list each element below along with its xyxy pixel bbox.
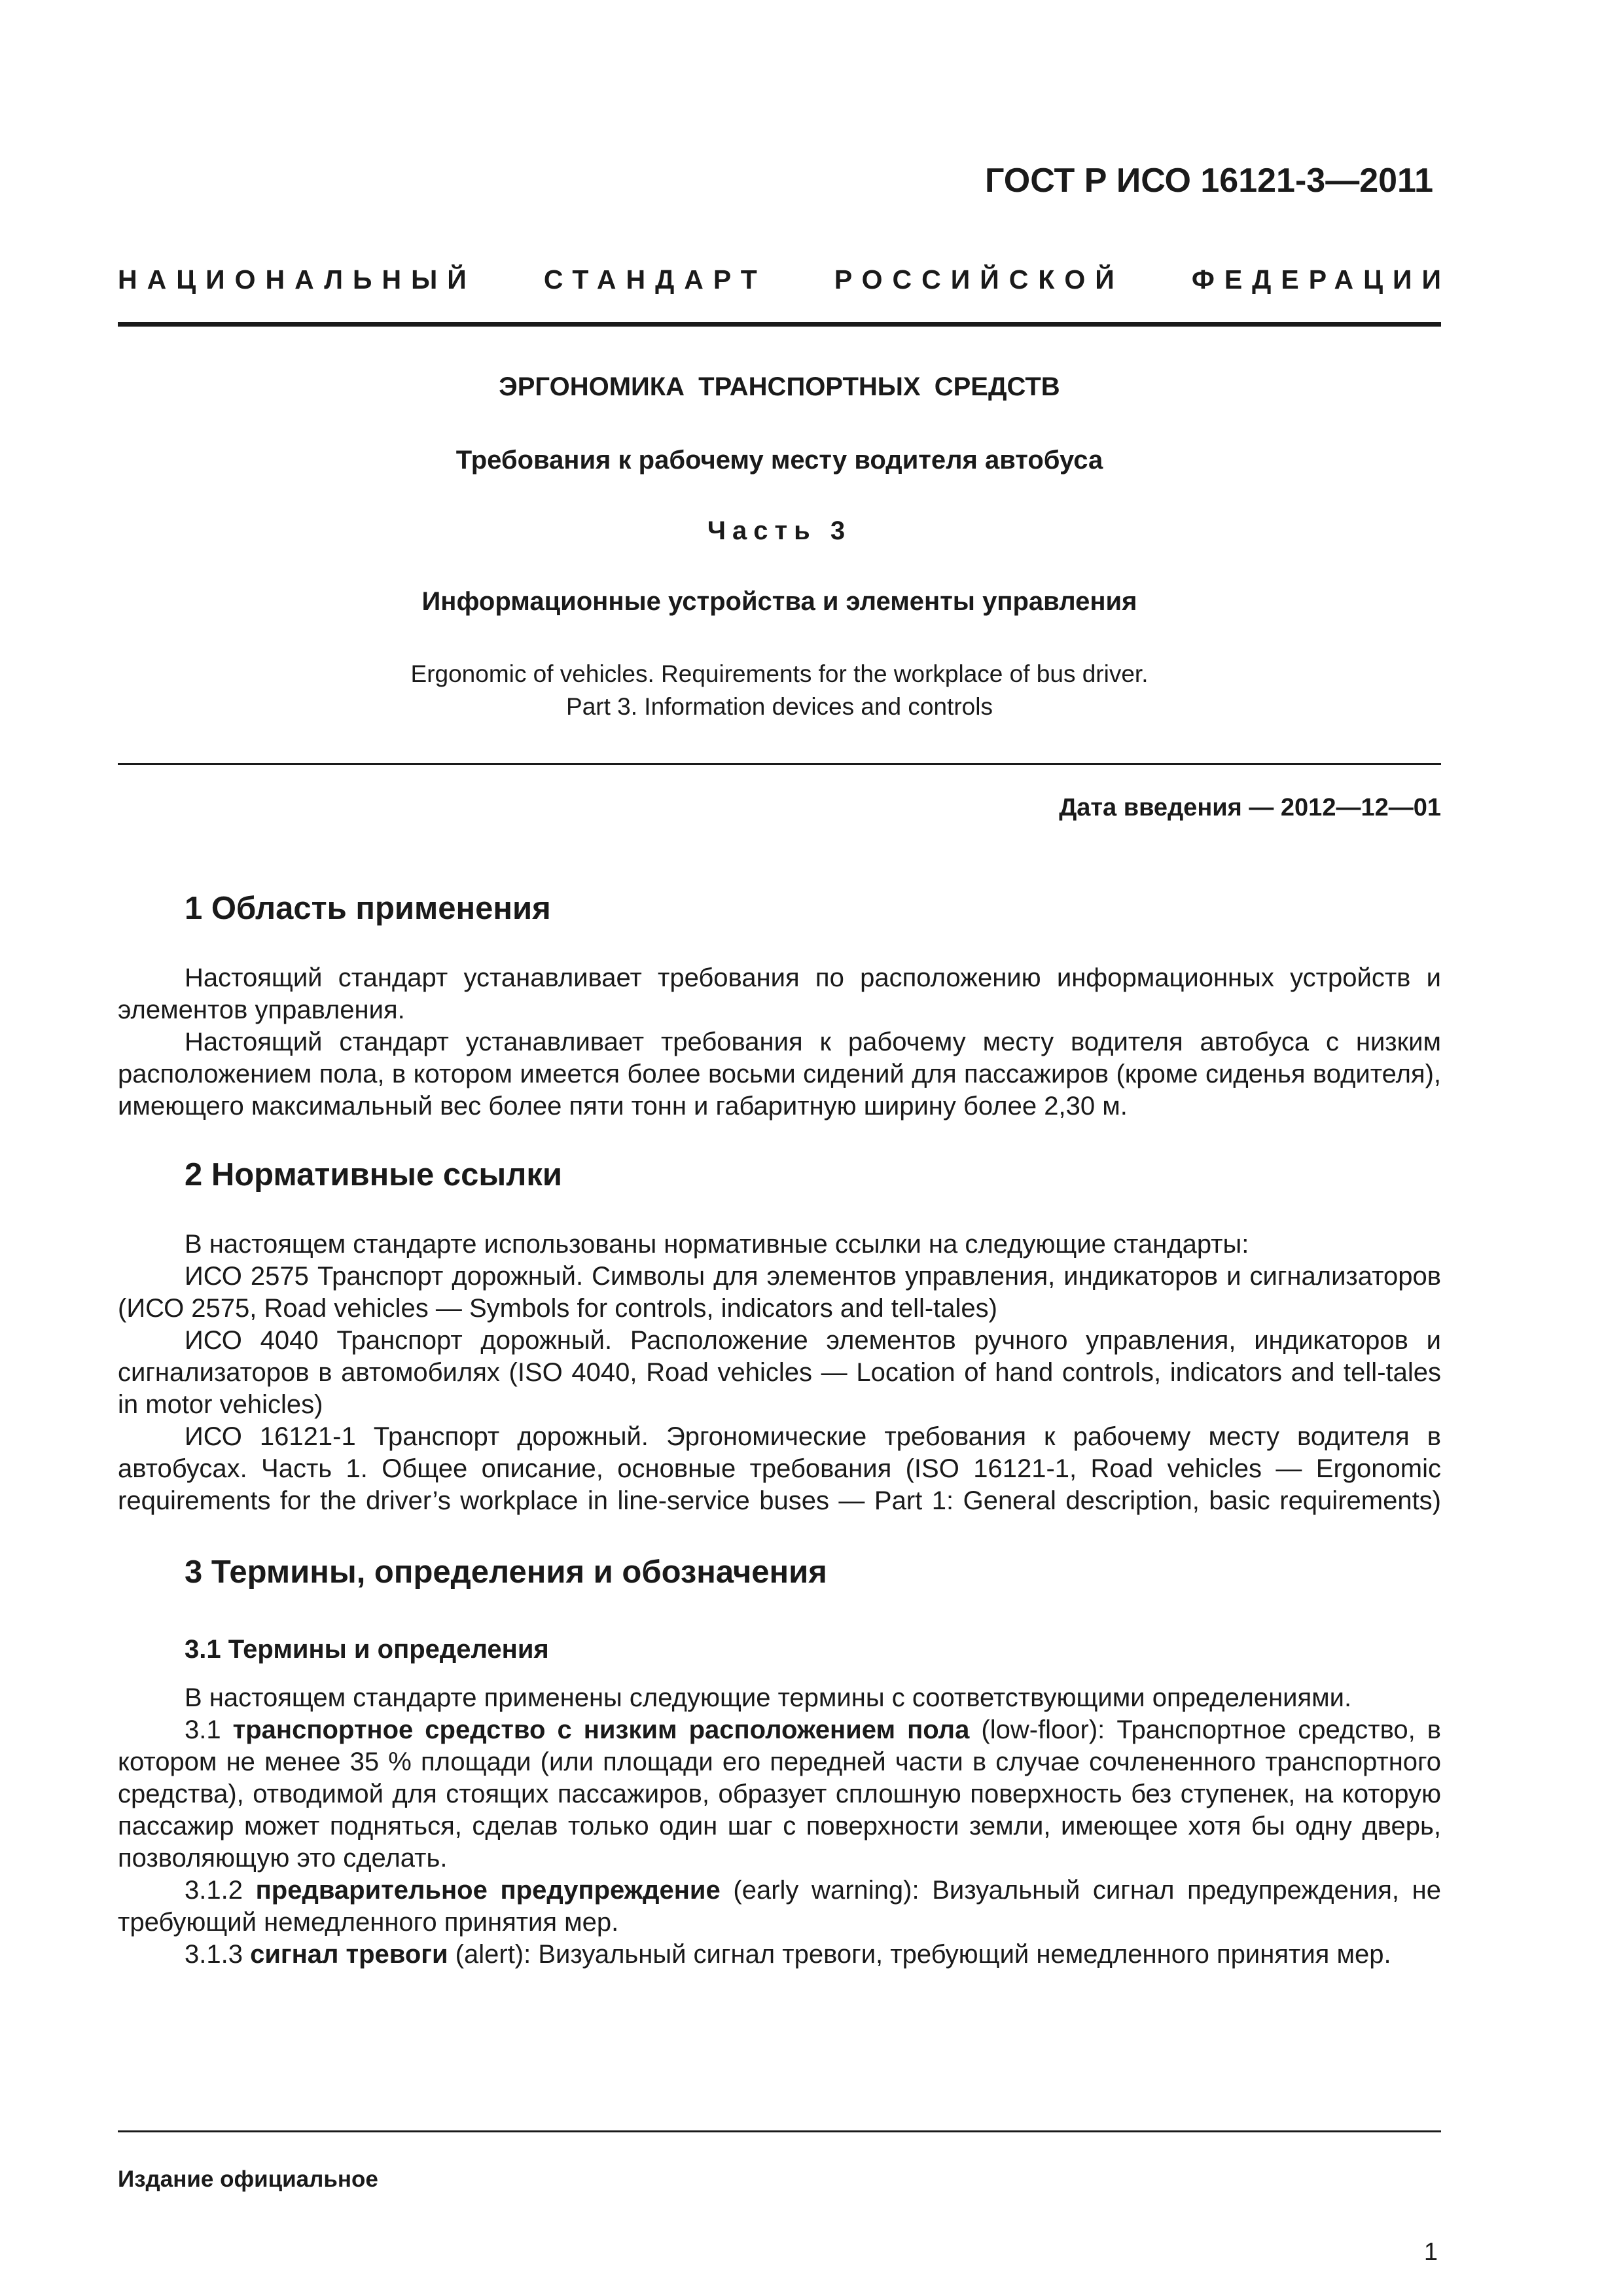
header-divider <box>118 322 1441 327</box>
banner-word-3: РОССИЙСКОЙ <box>834 264 1124 295</box>
reference-iso-4040: ИСО 4040 Транспорт дорожный. Расположение элементов ручного управления, индикаторов и сигнализаторов в автомобилях (ISO 4040, Road vehicles — Location of hand controls, indicators and tell-tales in motor vehicles) <box>118 1326 1441 1419</box>
document-subtitle: Требования к рабочему месту водителя автобуса <box>455 446 1103 475</box>
term-3-1-3-number: 3.1.3 <box>185 1940 243 1969</box>
part-title: Информационные устройства и элементы управления <box>421 587 1137 616</box>
section-2-intro: В настоящем стандарте использованы нормативные ссылки на следующие стандарты: <box>185 1230 1249 1259</box>
term-3-1-3 <box>118 1939 1441 1971</box>
section-1-heading: 1 Область применения <box>185 891 551 926</box>
english-title <box>118 658 1441 723</box>
page-number: 1 <box>1423 2238 1438 2266</box>
footer-divider <box>118 2130 1441 2132</box>
introduction-date: Дата введения — 2012—12—01 <box>1059 794 1441 821</box>
term-3-1-2-definition: (early warning): Визуальный сигнал предупреждения, не требующий немедленного принятия мер. <box>118 1876 1441 1937</box>
reference-iso-2575: ИСО 2575 Транспорт дорожный. Символы для элементов управления, индикаторов и сигнализаторов (ИСО 2575, Road vehicles — Symbols for controls, indicators and tell-tales) <box>118 1262 1441 1323</box>
section-3-heading: 3 Термины, определения и обозначения <box>185 1554 827 1590</box>
term-3-1-2-number: 3.1.2 <box>185 1876 243 1905</box>
official-edition-label: Издание официальное <box>118 2166 378 2192</box>
term-3-1-3-definition: (alert): Визуальный сигнал тревоги, требующий немедленного принятия мер. <box>455 1940 1391 1969</box>
term-3-1-2-name: предварительное предупреждение <box>255 1876 721 1905</box>
term-3-1-2 <box>118 1874 1441 1939</box>
section-3-intro: В настоящем стандарте применены следующие термины с соответствующими определениями. <box>185 1683 1352 1712</box>
term-3-1 <box>118 1714 1441 1874</box>
term-3-1-definition: (low-floor): Транспортное средство, в котором не менее 35 % площади (или площади его передней части в случае сочлененного транспортного средства), отводимой для стоящих пассажиров, образует сплошную поверхность без ступенек, на которую пассажир может подняться, сделав только один шаг с поверхности земли, имеющее хотя бы одну дверь, позволяющую это сделать. <box>118 1715 1442 1873</box>
section-1-paragraph-2: Настоящий стандарт устанавливает требования к рабочему месту водителя автобуса с низким расположением пола, в котором имеется более восьми сидений для пассажиров (кроме сиденья водителя), имеющего максимальный вес более пяти тонн и габаритную ширину более 2,30 м. <box>118 1028 1441 1121</box>
subsection-3-1-heading: 3.1 Термины и определения <box>185 1635 549 1664</box>
document-code: ГОСТ Р ИСО 16121-3—2011 <box>984 162 1433 200</box>
reference-iso-16121-1: ИСО 16121-1 Транспорт дорожный. Эргономические требования к рабочему месту водителя в автобусах. Часть 1. Общее описание, основные требования (ISO 16121-1, Road vehicles — Ergonomic requirements for the driver’s workplace in line-service buses — Part 1: General description, basic requirements) <box>118 1422 1441 1515</box>
english-title-line-2: Part 3. Information devices and controls <box>566 693 993 720</box>
national-standard-banner <box>118 264 1451 295</box>
term-3-1-3-name: сигнал тревоги <box>250 1940 448 1969</box>
part-label: Часть 3 <box>707 516 852 545</box>
banner-word-4: ФЕДЕРАЦИИ <box>1191 264 1451 295</box>
section-2-heading: 2 Нормативные ссылки <box>185 1157 562 1193</box>
document-title: ЭРГОНОМИКА ТРАНСПОРТНЫХ СРЕДСТВ <box>499 372 1060 401</box>
section-1-paragraph-1: Настоящий стандарт устанавливает требования по расположению информационных устройств и элементов управления. <box>118 963 1441 1024</box>
title-divider <box>118 763 1441 765</box>
term-3-1-number: 3.1 <box>185 1715 221 1744</box>
english-title-line-1: Ergonomic of vehicles. Requirements for the workplace of bus driver. <box>410 660 1149 687</box>
banner-word-1: НАЦИОНАЛЬНЫЙ <box>118 264 476 295</box>
banner-word-2: СТАНДАРТ <box>543 264 767 295</box>
term-3-1-name: транспортное средство с низким расположением пола <box>232 1715 970 1744</box>
